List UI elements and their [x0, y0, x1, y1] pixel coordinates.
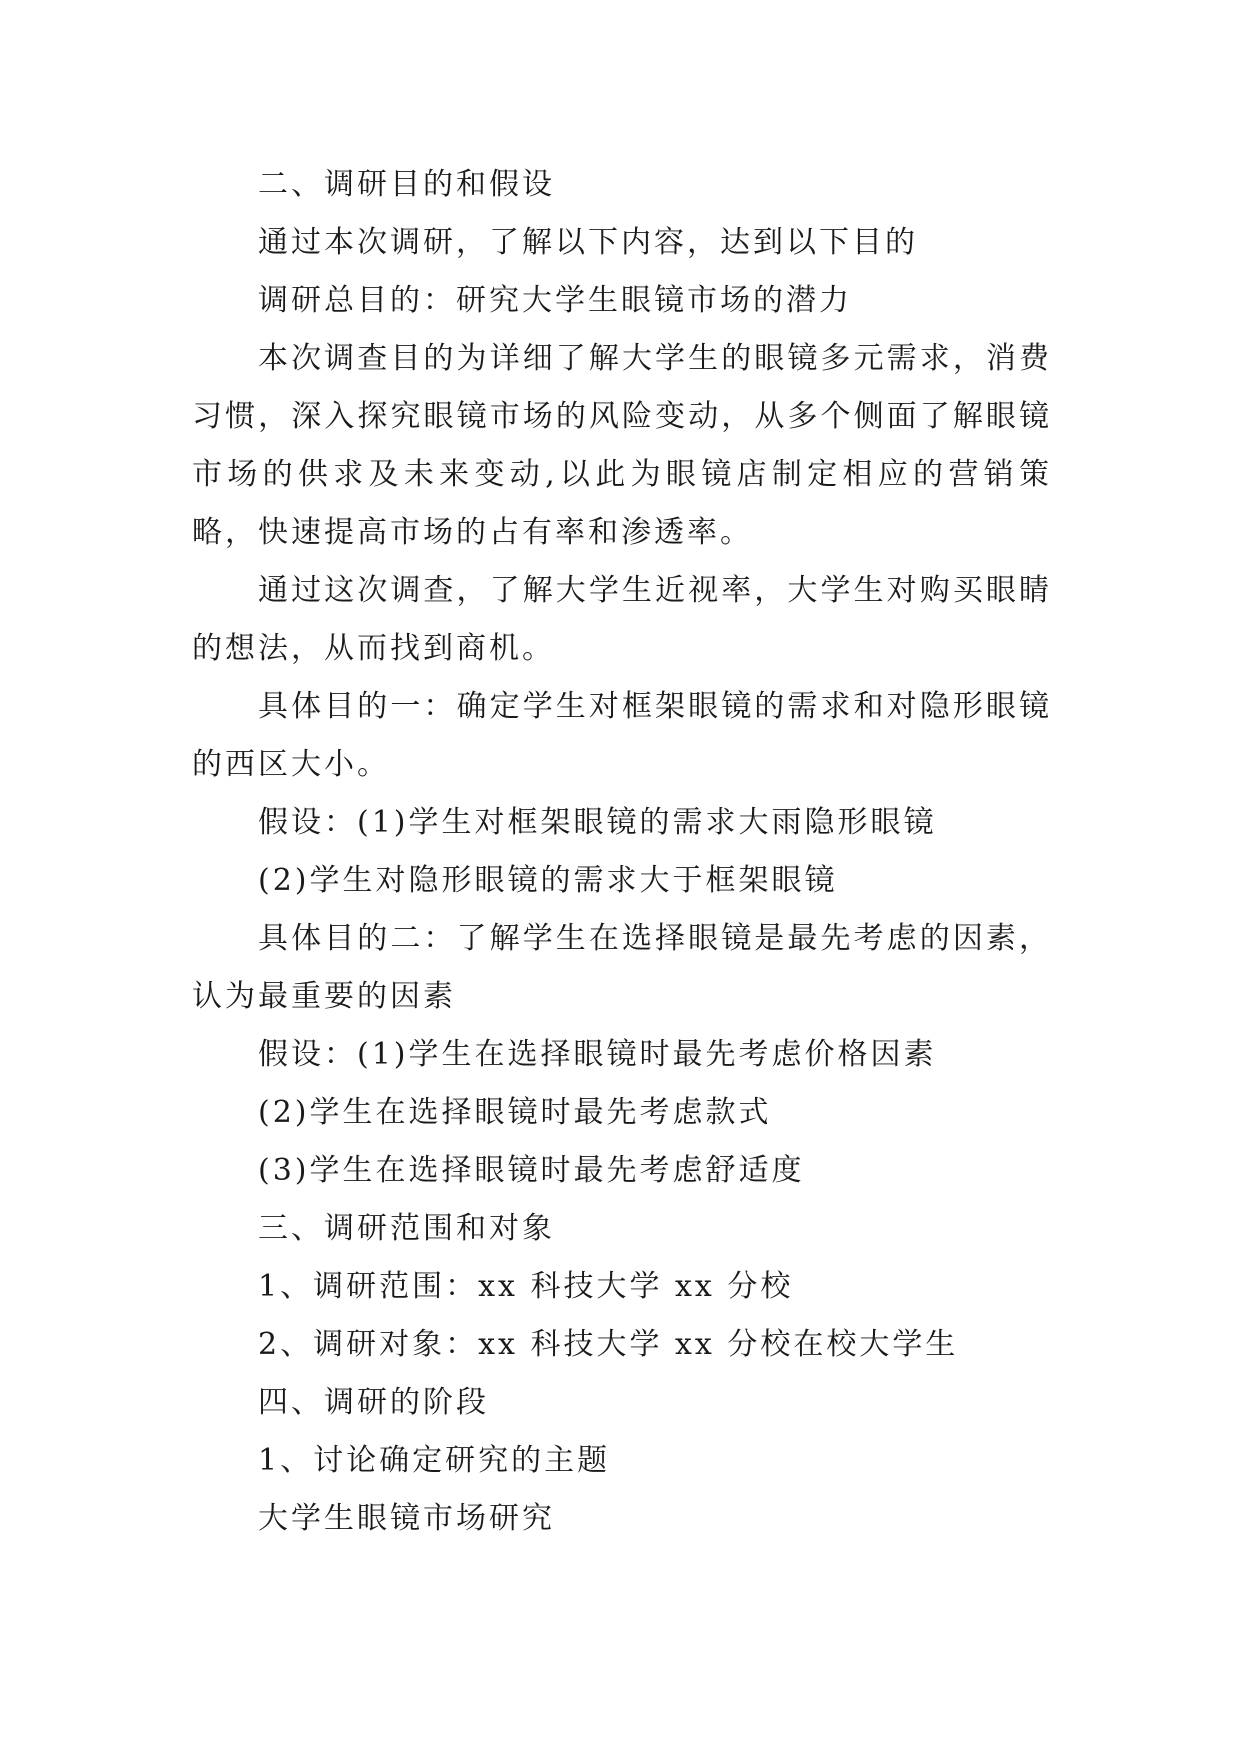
paragraph-subjects: 2、调研对象：xx 科技大学 xx 分校在校大学生	[258, 1327, 959, 1362]
paragraph-survey-myopia: 通过这次调查，了解大学生近视率，大学生对购买眼睛的想法，从而找到商机。	[192, 573, 1052, 666]
paragraph-hypothesis-1a: 假设：(1)学生对框架眼镜的需求大雨隐形眼镜	[258, 805, 937, 840]
section-heading-stages: 四、调研的阶段	[258, 1385, 489, 1420]
paragraph-survey-purpose: 本次调查目的为详细了解大学生的眼镜多元需求，消费习惯，深入探究眼镜市场的风险变动，从多个侧面了解眼镜市场的供求及未来变动,以此为眼镜店制定相应的营销策略，快速提高市场的占有率和渗透率。	[192, 341, 1052, 550]
paragraph-specific-goal-two: 具体目的二：了解学生在选择眼镜是最先考虑的因素，认为最重要的因素	[192, 921, 1052, 1014]
paragraph-topic: 大学生眼镜市场研究	[258, 1501, 555, 1536]
paragraph-hypothesis-2c: (3)学生在选择眼镜时最先考虑舒适度	[258, 1153, 805, 1188]
paragraph-overall-goal: 调研总目的：研究大学生眼镜市场的潜力	[258, 283, 852, 318]
document-body	[192, 156, 1052, 1548]
section-heading-scope: 三、调研范围和对象	[258, 1211, 555, 1246]
paragraph-hypothesis-2b: (2)学生在选择眼镜时最先考虑款式	[258, 1095, 772, 1130]
paragraph-hypothesis-1b: (2)学生对隐形眼镜的需求大于框架眼镜	[258, 863, 838, 898]
paragraph-specific-goal-one: 具体目的一：确定学生对框架眼镜的需求和对隐形眼镜的西区大小。	[192, 689, 1052, 782]
paragraph-intro: 通过本次调研，了解以下内容，达到以下目的	[258, 225, 918, 260]
paragraph-hypothesis-2a: 假设：(1)学生在选择眼镜时最先考虑价格因素	[258, 1037, 937, 1072]
section-heading-objectives: 二、调研目的和假设	[258, 167, 555, 202]
paragraph-stage-one: 1、讨论确定研究的主题	[258, 1443, 611, 1478]
paragraph-scope: 1、调研范围：xx 科技大学 xx 分校	[258, 1269, 794, 1304]
